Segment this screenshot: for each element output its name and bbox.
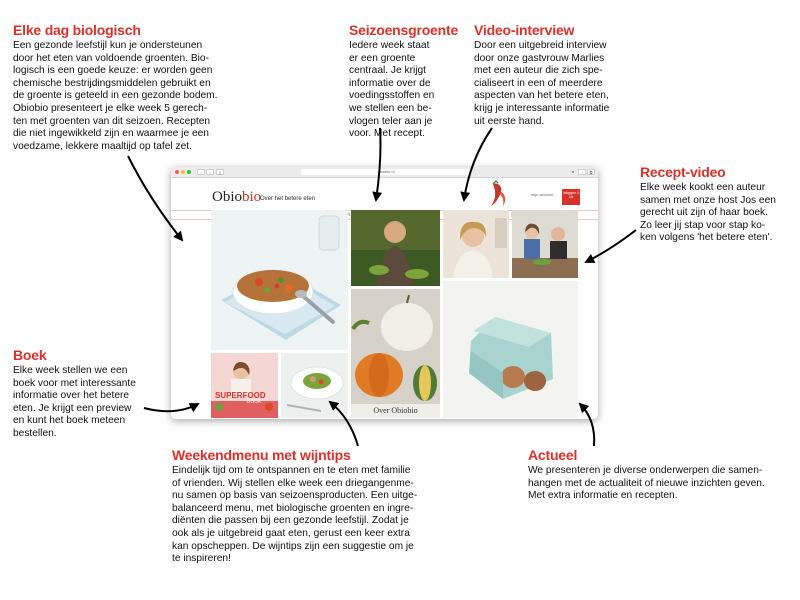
food-bowl-image: [211, 210, 348, 350]
tile-video-interview[interactable]: [443, 210, 509, 278]
annotation-body: Eindelijk tijd om te ontspannen en te eten met familie of vrienden. Wij stellen elke week een driegangenme- nu samen op basis van seizoensproducten. Een uitge- balanceerd menu, met biologische groenten en ingre- diënten die passen bij een gezonde leefstijl. Zodat je ook als je uitgebreid gaat eten, gerust een keer extra kan opscheppen. De wijntips zijn een suggestie om je te inspireren!: [172, 465, 418, 565]
tile-over-obiobio[interactable]: [351, 289, 440, 418]
minimize-window-icon[interactable]: [181, 170, 185, 174]
salad-plate-image: [281, 353, 348, 418]
annotation-seizoensgroente: [349, 22, 469, 141]
site-header: [171, 178, 598, 210]
register-button[interactable]: Inloggen & Lid: [562, 189, 580, 205]
tile-boek[interactable]: [211, 353, 278, 418]
site-tagline: Over het betere eten: [260, 196, 316, 202]
account-link[interactable]: mijn account: [531, 192, 554, 197]
annotation-title: Recept-video: [640, 164, 726, 180]
annotation-boek: [13, 347, 163, 441]
annotation-body: Elke week kookt een auteur samen met onze host Jos een gerecht uit zijn of haar boek. Zo leer jij stap voor stap ko- ken volgens 'het betere eten'.: [640, 182, 776, 244]
annotation-title: Actueel: [528, 447, 578, 463]
tabs-icon[interactable]: ⧉: [587, 169, 595, 175]
annotation-body: Iedere week staat er een groente centraal. Je krijgt informatie over de voedingsstoffen en we stellen een be- vlogen teler aan je voor. Met recept.: [349, 40, 435, 140]
annotation-title: Elke dag biologisch: [13, 22, 141, 38]
url-text: obiobio.nl: [377, 169, 395, 174]
annotation-title: Seizoensgroente: [349, 22, 459, 38]
annotation-video-interview: [474, 22, 674, 128]
annotation-elke-dag-biologisch: [13, 22, 263, 153]
eggs-photo-image: [443, 281, 578, 418]
pumpkins-photo-image: [351, 289, 440, 418]
share-icon[interactable]: ↑: [578, 169, 586, 175]
tile-seizoensgroente[interactable]: [351, 210, 440, 286]
annotation-title: Boek: [13, 347, 47, 363]
book-cover-title: SUPERFOOD: [215, 391, 266, 400]
chili-pepper-icon: [487, 180, 511, 208]
browser-toolbar: [171, 167, 598, 178]
annotation-recept-video: [640, 164, 798, 245]
tile-elke-dag-biologisch[interactable]: [211, 210, 348, 350]
forward-button-icon[interactable]: ›: [206, 169, 214, 175]
annotation-title: Video-interview: [474, 22, 575, 38]
site-logo[interactable]: Obiobio: [212, 189, 262, 205]
annotation-weekendmenu: [172, 447, 462, 566]
book-cover-subtitle: BOOK: [247, 399, 262, 405]
address-bar[interactable]: [301, 169, 471, 175]
maximize-window-icon[interactable]: [187, 170, 191, 174]
over-obiobio-label: Over Obiobio: [351, 404, 440, 418]
book-cover-image: [211, 353, 278, 418]
browser-window: [171, 167, 598, 419]
annotation-title: Weekendmenu met wijntips: [172, 447, 351, 463]
close-window-icon[interactable]: [175, 170, 179, 174]
interview-photo-image: [443, 210, 509, 278]
annotation-body: Door een uitgebreid interview door onze gastvrouw Marlies met een auteur die zich spe- cialiseert in een of meerdere aspecten van het betere eten, krijg je interessante informatie uit eerste hand.: [474, 40, 610, 127]
cooking-photo-image: [512, 210, 578, 278]
sidebar-toggle-icon[interactable]: ▯: [216, 169, 224, 175]
tile-recept-video[interactable]: [512, 210, 578, 278]
tile-actueel[interactable]: [443, 281, 578, 418]
back-button-icon[interactable]: ‹: [197, 169, 205, 175]
annotation-body: Elke week stellen we een boek voor met interessante informatie over het betere eten. Je krijgt een preview en kunt het boek meteen bestellen.: [13, 365, 136, 439]
annotation-body: We presenteren je diverse onderwerpen die samen- hangen met de actualiteit of nieuwe inzichten geven. Met extra informatie en recepten.: [528, 465, 765, 502]
annotation-body: Een gezonde leefstijl kun je ondersteunen door het eten van voldoende groenten. Bio- logisch is een goede keuze: er worden geen chemische bestrijdingsmiddelen gebruikt en de groente is geteeld in een gezonde bodem. Obiobio presenteert je elke week 5 gerech- ten met groenten van dit seizoen. Recepten die niet ingewikkeld zijn en waarmee je een voedzame, lekkere maaltijd op tafel zet.: [13, 40, 218, 152]
tile-weekendmenu[interactable]: [281, 353, 348, 418]
farmer-photo-image: [351, 210, 440, 286]
info-icon[interactable]: ●: [571, 169, 575, 174]
annotation-actueel: [528, 447, 788, 503]
